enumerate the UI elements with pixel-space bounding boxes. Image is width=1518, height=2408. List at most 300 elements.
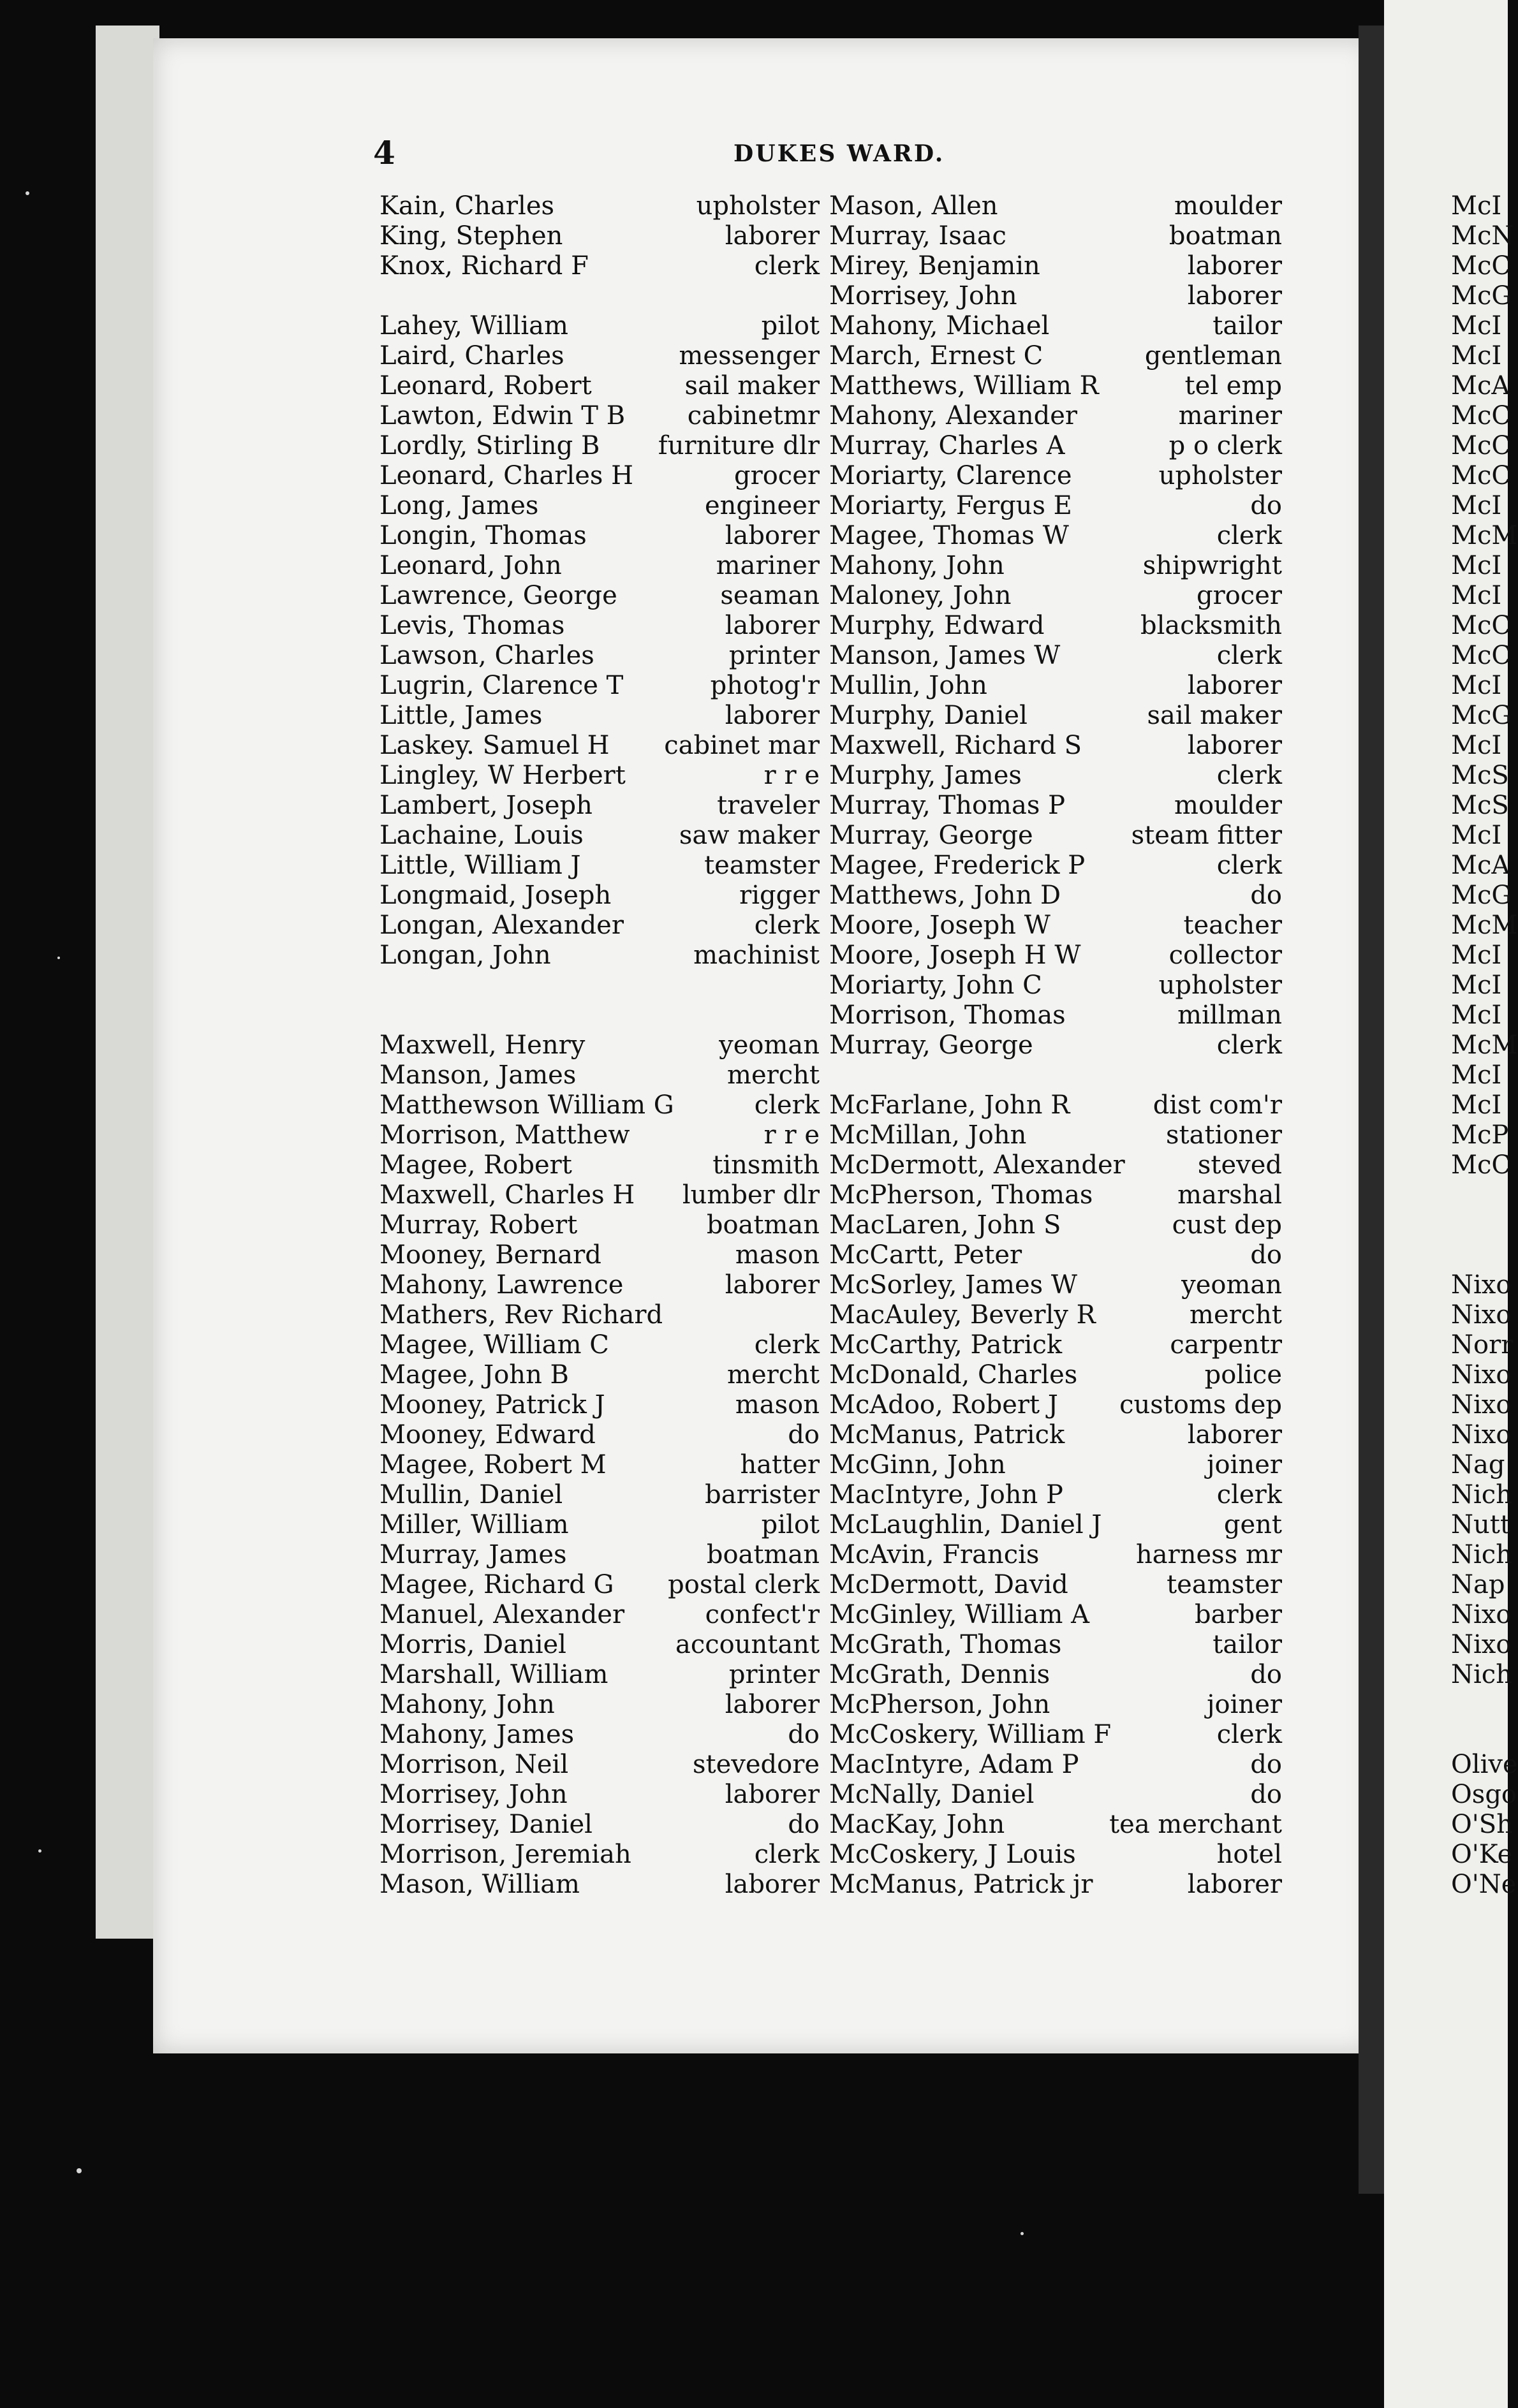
directory-entry <box>380 1180 820 1210</box>
directory-entry <box>829 1840 1282 1870</box>
adjacent-page-fragment: McI <box>1451 1090 1502 1120</box>
directory-entry <box>380 1510 820 1540</box>
resident-name: Mooney, Bernard <box>380 1240 601 1270</box>
directory-entry <box>829 971 1282 1001</box>
occupation: clerk <box>1216 521 1282 550</box>
adjacent-page-fragment: Osgo <box>1451 1780 1517 1809</box>
adjacent-page-fragment <box>1451 1720 1508 1750</box>
resident-name: Lahey, William <box>380 311 568 341</box>
occupation: clerk <box>754 1330 820 1360</box>
directory-entry <box>829 431 1282 461</box>
directory-entry <box>829 761 1282 791</box>
directory-entry <box>829 1001 1282 1031</box>
directory-entry <box>380 1630 820 1660</box>
directory-entry <box>380 371 820 401</box>
resident-name: Matthews, John D <box>829 881 1061 910</box>
resident-name: McManus, Patrick <box>829 1420 1065 1450</box>
directory-entry <box>380 1720 820 1750</box>
directory-entry <box>829 1270 1282 1300</box>
occupation: police <box>1204 1360 1282 1390</box>
adjacent-page-fragment: McI <box>1451 1061 1502 1090</box>
occupation: upholster <box>1158 971 1282 1000</box>
occupation: harness mr <box>1136 1540 1282 1569</box>
occupation: gent <box>1223 1510 1282 1539</box>
adjacent-page-fragment: Nixo <box>1451 1360 1512 1390</box>
directory-entry <box>829 191 1282 221</box>
adjacent-page-fragment: O'Sh <box>1451 1810 1513 1839</box>
directory-entry <box>829 1810 1282 1840</box>
adjacent-page-fragment: Nixo <box>1451 1420 1512 1450</box>
occupation: joiner <box>1207 1450 1282 1479</box>
occupation: laborer <box>725 701 820 730</box>
occupation: tailor <box>1212 311 1282 341</box>
adjacent-page-fragment: McM <box>1451 911 1518 940</box>
adjacent-page-fragment: McI <box>1451 941 1502 970</box>
occupation: boatman <box>1168 221 1282 251</box>
directory-entry <box>380 1240 820 1270</box>
occupation: barber <box>1195 1600 1282 1629</box>
resident-name: Lawson, Charles <box>380 641 594 670</box>
directory-entry <box>380 971 820 1001</box>
resident-name: Moriarty, John C <box>829 971 1042 1000</box>
occupation: clerk <box>1216 1480 1282 1509</box>
occupation: laborer <box>725 1870 820 1899</box>
occupation: p o clerk <box>1168 431 1282 460</box>
resident-name: Maxwell, Richard S <box>829 731 1082 760</box>
directory-entry <box>829 521 1282 551</box>
occupation: clerk <box>1216 641 1282 670</box>
resident-name: Lugrin, Clarence T <box>380 671 624 700</box>
directory-entry <box>380 1330 820 1360</box>
adjacent-page-fragment <box>1451 1240 1508 1270</box>
occupation: do <box>788 1420 820 1450</box>
adjacent-page-fragment: Nich <box>1451 1540 1512 1569</box>
occupation: do <box>1250 1780 1282 1809</box>
occupation: messenger <box>679 341 820 371</box>
occupation: tel emp <box>1184 371 1282 400</box>
directory-entry <box>829 1300 1282 1330</box>
directory-entry <box>829 791 1282 821</box>
directory-entry <box>380 1870 820 1900</box>
resident-name: Mahony, James <box>380 1720 575 1749</box>
directory-entry <box>829 911 1282 941</box>
occupation: cabinet mar <box>664 731 820 760</box>
adjacent-page-fragment: Nap <box>1451 1570 1505 1599</box>
occupation: customs dep <box>1119 1390 1282 1420</box>
resident-name: Mason, Allen <box>829 191 998 221</box>
directory-entry <box>380 1120 820 1150</box>
resident-name: McCarthy, Patrick <box>829 1330 1063 1360</box>
dust-speck <box>38 1849 41 1853</box>
adjacent-page-fragment: McN <box>1451 221 1514 251</box>
directory-entry <box>380 1360 820 1390</box>
directory-entry <box>829 611 1282 641</box>
resident-name: Moore, Joseph H W <box>829 941 1081 970</box>
directory-entry <box>380 1001 820 1031</box>
adjacent-page-fragment: McI <box>1451 1001 1502 1030</box>
directory-entry <box>380 941 820 971</box>
occupation: marshal <box>1177 1180 1282 1210</box>
adjacent-page-fragment: McA <box>1451 851 1510 880</box>
adjacent-page-fragment: McS <box>1451 791 1509 820</box>
directory-entry <box>829 311 1282 341</box>
adjacent-page-fragment: McC <box>1451 461 1511 490</box>
occupation: mason <box>735 1240 820 1270</box>
occupation: mason <box>735 1390 820 1420</box>
adjacent-page-fragment: McC <box>1451 611 1511 640</box>
occupation: furniture dlr <box>658 431 820 460</box>
adjacent-page-fragment: McC <box>1451 401 1511 430</box>
resident-name: McGinley, William A <box>829 1600 1090 1629</box>
occupation: grocer <box>1196 581 1282 610</box>
resident-name: Longan, John <box>380 941 551 970</box>
resident-name: Mahony, John <box>380 1690 555 1719</box>
resident-name: McAdoo, Robert J <box>829 1390 1058 1420</box>
occupation: laborer <box>725 1270 820 1300</box>
occupation: dist com'r <box>1153 1090 1282 1120</box>
directory-entry <box>380 1210 820 1240</box>
occupation: rigger <box>739 881 820 910</box>
directory-entry <box>380 521 820 551</box>
occupation: mercht <box>727 1360 820 1390</box>
resident-name: McManus, Patrick jr <box>829 1870 1093 1899</box>
resident-name: Morrisey, John <box>380 1780 568 1809</box>
occupation: do <box>1250 491 1282 520</box>
resident-name: MacAuley, Beverly R <box>829 1300 1096 1330</box>
directory-entry <box>380 1840 820 1870</box>
occupation: boatman <box>706 1210 820 1240</box>
directory-entry <box>829 1240 1282 1270</box>
resident-name: McGinn, John <box>829 1450 1006 1479</box>
resident-name: Murray, James <box>380 1540 567 1569</box>
resident-name: Little, James <box>380 701 543 730</box>
right-column <box>829 191 1282 1900</box>
resident-name: MacIntyre, John P <box>829 1480 1063 1509</box>
directory-entry <box>380 761 820 791</box>
dust-speck <box>26 191 29 195</box>
occupation: clerk <box>1216 1031 1282 1060</box>
resident-name: Magee, Frederick P <box>829 851 1086 880</box>
occupation: mercht <box>1190 1300 1282 1330</box>
occupation: cust dep <box>1172 1210 1282 1240</box>
resident-name: March, Ernest C <box>829 341 1043 371</box>
occupation: yeoman <box>719 1031 820 1060</box>
resident-name: Murray, Robert <box>380 1210 578 1240</box>
resident-name: Murray, Thomas P <box>829 791 1065 820</box>
adjacent-page-fragment: O'Ne <box>1451 1870 1517 1899</box>
resident-name: Lachaine, Louis <box>380 821 584 850</box>
occupation: laborer <box>725 1690 820 1719</box>
occupation: printer <box>728 1660 820 1689</box>
resident-name: McDonald, Charles <box>829 1360 1078 1390</box>
directory-entry <box>380 1061 820 1090</box>
adjacent-page-fragment: Nich <box>1451 1660 1512 1689</box>
resident-name: Leonard, Robert <box>380 371 592 400</box>
resident-name: Magee, Robert <box>380 1150 572 1180</box>
dust-speck <box>57 957 60 959</box>
directory-entry <box>380 851 820 881</box>
resident-name: Maxwell, Henry <box>380 1031 586 1060</box>
directory-entry <box>380 1420 820 1450</box>
resident-name: Magee, Robert M <box>380 1450 607 1479</box>
directory-entry <box>829 1630 1282 1660</box>
resident-name: Murray, George <box>829 1031 1033 1060</box>
directory-entry <box>380 611 820 641</box>
resident-name: Laird, Charles <box>380 341 564 371</box>
directory-entry <box>380 881 820 911</box>
adjacent-page-fragment <box>1451 1210 1508 1240</box>
directory-entry <box>380 1031 820 1061</box>
directory-entry <box>829 851 1282 881</box>
adjacent-page-fragment: McI <box>1451 491 1502 520</box>
resident-name: Lingley, W Herbert <box>380 761 626 790</box>
resident-name: McPherson, John <box>829 1690 1050 1719</box>
directory-entry <box>380 1600 820 1630</box>
resident-name: Mirey, Benjamin <box>829 251 1040 281</box>
directory-entry <box>380 1480 820 1510</box>
occupation: confect'r <box>705 1600 820 1629</box>
resident-name: Manson, James <box>380 1061 577 1090</box>
occupation: laborer <box>725 221 820 251</box>
directory-entry <box>829 251 1282 281</box>
occupation: lumber dlr <box>682 1180 820 1210</box>
directory-entry <box>380 701 820 731</box>
occupation: teamster <box>1167 1570 1282 1599</box>
occupation: collector <box>1168 941 1282 970</box>
directory-entry <box>380 821 820 851</box>
adjacent-page-fragment: Olive <box>1451 1750 1518 1779</box>
directory-entry <box>829 1570 1282 1600</box>
directory-entry <box>829 1120 1282 1150</box>
occupation: r r e <box>763 1120 820 1150</box>
adjacent-page-fragment: McI <box>1451 311 1502 341</box>
resident-name: Magee, Richard G <box>380 1570 614 1599</box>
occupation: traveler <box>717 791 820 820</box>
adjacent-page-fragment: McG <box>1451 881 1512 910</box>
resident-name: Murray, Charles A <box>829 431 1065 460</box>
directory-entry <box>829 1720 1282 1750</box>
adjacent-page-fragment: McS <box>1451 761 1509 790</box>
directory-entry <box>829 1510 1282 1540</box>
resident-name: Murphy, James <box>829 761 1022 790</box>
occupation: laborer <box>1187 731 1282 760</box>
adjacent-page-fragment: Nag <box>1451 1450 1505 1479</box>
directory-entry <box>380 281 820 311</box>
directory-entry <box>829 641 1282 671</box>
page-edge <box>96 26 159 1939</box>
resident-name: Miller, William <box>380 1510 569 1539</box>
resident-name: Morrisey, John <box>829 281 1017 311</box>
adjacent-page-fragment: McC <box>1451 1150 1511 1180</box>
occupation: gentleman <box>1144 341 1282 371</box>
adjacent-page-fragment: McI <box>1451 581 1502 610</box>
resident-name: Murphy, Daniel <box>829 701 1028 730</box>
resident-name: Morrison, Neil <box>380 1750 569 1779</box>
resident-name: Manuel, Alexander <box>380 1600 625 1629</box>
directory-entry <box>829 1540 1282 1570</box>
resident-name: McNally, Daniel <box>829 1780 1035 1809</box>
adjacent-page-fragment: Nixo <box>1451 1630 1512 1659</box>
directory-entry <box>380 221 820 251</box>
occupation: saw maker <box>679 821 820 850</box>
adjacent-page-fragment <box>1451 1180 1508 1210</box>
occupation: pilot <box>761 311 820 341</box>
resident-name: McLaughlin, Daniel J <box>829 1510 1102 1539</box>
adjacent-page-fragment: McI <box>1451 551 1502 580</box>
occupation: blacksmith <box>1140 611 1282 640</box>
directory-entry <box>829 1750 1282 1780</box>
directory-entry <box>380 341 820 371</box>
resident-name: Mahony, Alexander <box>829 401 1078 430</box>
adjacent-page-fragment: Nixo <box>1451 1390 1512 1420</box>
resident-name: Manson, James W <box>829 641 1061 670</box>
occupation: accountant <box>675 1630 820 1659</box>
occupation: laborer <box>725 1780 820 1809</box>
adjacent-page-fragment: McI <box>1451 731 1502 760</box>
resident-name: Morrison, Thomas <box>829 1001 1066 1030</box>
resident-name: Lambert, Joseph <box>380 791 593 820</box>
directory-entry <box>380 911 820 941</box>
directory-entry <box>829 731 1282 761</box>
adjacent-page-fragment: McG <box>1451 701 1512 730</box>
resident-name: McMillan, John <box>829 1120 1027 1150</box>
adjacent-page-fragment: McI <box>1451 671 1502 700</box>
resident-name: McPherson, Thomas <box>829 1180 1093 1210</box>
resident-name: McCartt, Peter <box>829 1240 1022 1270</box>
occupation: cabinetmr <box>687 401 820 430</box>
directory-entry <box>380 431 820 461</box>
directory-entry <box>829 281 1282 311</box>
resident-name: McAvin, Francis <box>829 1540 1040 1569</box>
occupation: laborer <box>725 611 820 640</box>
directory-entry <box>380 731 820 761</box>
resident-name: Murray, Isaac <box>829 221 1006 251</box>
occupation: sail maker <box>1147 701 1282 730</box>
occupation: clerk <box>1216 851 1282 880</box>
directory-entry <box>829 1600 1282 1630</box>
resident-name: McGrath, Thomas <box>829 1630 1062 1659</box>
resident-name: Mooney, Edward <box>380 1420 596 1450</box>
directory-entry <box>380 461 820 491</box>
resident-name: Murray, George <box>829 821 1033 850</box>
occupation: tailor <box>1212 1630 1282 1659</box>
adjacent-page-fragment: McC <box>1451 641 1511 670</box>
directory-entry <box>829 221 1282 251</box>
occupation: stevedore <box>692 1750 820 1779</box>
resident-name: MacLaren, John S <box>829 1210 1061 1240</box>
occupation: laborer <box>1187 1870 1282 1899</box>
directory-entry <box>380 1660 820 1690</box>
occupation: laborer <box>1187 1420 1282 1450</box>
resident-name: Mullin, John <box>829 671 987 700</box>
directory-entry <box>380 401 820 431</box>
resident-name: Lordly, Stirling B <box>380 431 600 460</box>
occupation: boatman <box>706 1540 820 1569</box>
resident-name: Mullin, Daniel <box>380 1480 563 1509</box>
occupation: upholster <box>1158 461 1282 490</box>
resident-name: Magee, John B <box>380 1360 569 1390</box>
occupation: engineer <box>704 491 820 520</box>
directory-entry <box>380 641 820 671</box>
directory-entry <box>829 1390 1282 1420</box>
resident-name: Mahony, Lawrence <box>380 1270 624 1300</box>
occupation: steved <box>1197 1150 1282 1180</box>
resident-name: Maxwell, Charles H <box>380 1180 635 1210</box>
occupation: grocer <box>733 461 820 490</box>
adjacent-page-fragment: McP <box>1451 1120 1509 1150</box>
directory-entry <box>829 581 1282 611</box>
occupation: r r e <box>763 761 820 790</box>
occupation: seaman <box>720 581 820 610</box>
directory-entry <box>380 1750 820 1780</box>
directory-entry <box>380 1780 820 1810</box>
occupation: clerk <box>754 251 820 281</box>
resident-name: McFarlane, John R <box>829 1090 1070 1120</box>
adjacent-page-fragment: McI <box>1451 821 1502 850</box>
dust-speck <box>1021 2232 1024 2235</box>
resident-name: King, Stephen <box>380 221 563 251</box>
adjacent-page-fragment: McI <box>1451 191 1502 221</box>
occupation: tinsmith <box>712 1150 820 1180</box>
resident-name: Matthews, William R <box>829 371 1099 400</box>
occupation: mercht <box>727 1061 820 1090</box>
resident-name: Knox, Richard F <box>380 251 589 281</box>
occupation: postal clerk <box>668 1570 820 1599</box>
resident-name: Matthewson William G <box>380 1090 674 1120</box>
occupation: do <box>788 1810 820 1839</box>
directory-entry <box>380 671 820 701</box>
occupation: clerk <box>1216 761 1282 790</box>
occupation: moulder <box>1174 191 1282 221</box>
occupation: do <box>788 1720 820 1749</box>
page-number: 4 <box>373 134 395 172</box>
left-column <box>380 191 820 1900</box>
resident-name: Longan, Alexander <box>380 911 624 940</box>
directory-entry <box>829 1330 1282 1360</box>
resident-name: Longmaid, Joseph <box>380 881 612 910</box>
resident-name: Moriarty, Clarence <box>829 461 1072 490</box>
directory-entry <box>829 1360 1282 1390</box>
resident-name: Lawrence, George <box>380 581 617 610</box>
occupation: clerk <box>754 1090 820 1120</box>
directory-entry <box>829 1210 1282 1240</box>
directory-entry <box>829 1690 1282 1720</box>
directory-entry <box>829 1420 1282 1450</box>
occupation: mariner <box>716 551 820 580</box>
resident-name: Murphy, Edward <box>829 611 1045 640</box>
directory-entry <box>380 491 820 521</box>
resident-name: Little, William J <box>380 851 581 880</box>
occupation: sail maker <box>684 371 820 400</box>
resident-name: Magee, Thomas W <box>829 521 1069 550</box>
directory-entry <box>380 191 820 221</box>
resident-name: Morrison, Matthew <box>380 1120 630 1150</box>
adjacent-page-fragment <box>1451 1690 1508 1720</box>
directory-entry <box>380 1390 820 1420</box>
adjacent-page-fragment: McI <box>1451 971 1502 1000</box>
resident-name: Long, James <box>380 491 539 520</box>
adjacent-page-fragment: Nich <box>1451 1480 1512 1509</box>
adjacent-page-fragment: McC <box>1451 251 1511 281</box>
occupation: millman <box>1177 1001 1282 1030</box>
resident-name: Longin, Thomas <box>380 521 587 550</box>
adjacent-page-fragment: Nixo <box>1451 1300 1512 1330</box>
adjacent-page-fragment: Nixo <box>1451 1270 1512 1300</box>
occupation: joiner <box>1207 1690 1282 1719</box>
directory-entry <box>829 1090 1282 1120</box>
resident-name: Mahony, John <box>829 551 1005 580</box>
directory-entry <box>829 1031 1282 1061</box>
